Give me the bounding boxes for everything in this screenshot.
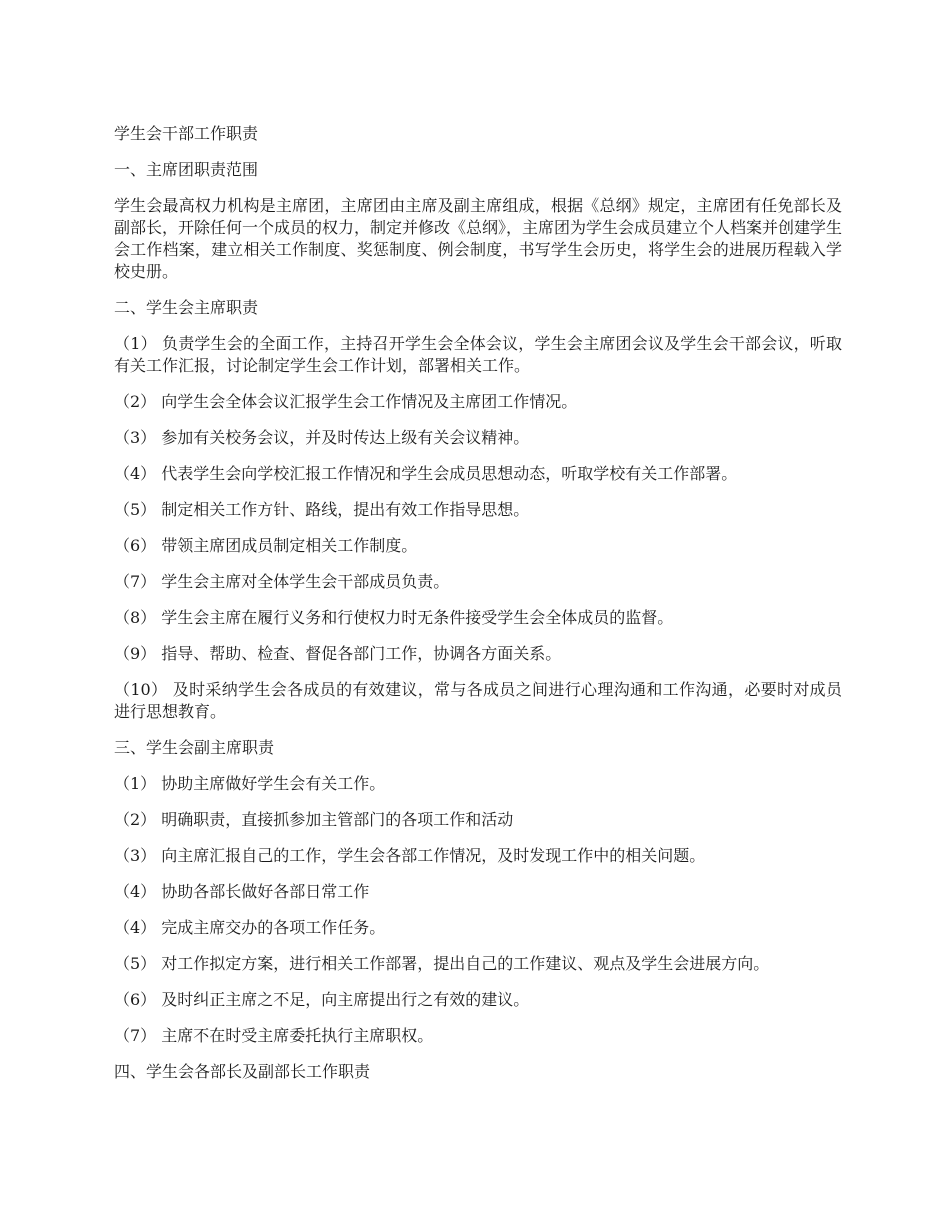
section-heading-4: 四、学生会各部长及副部长工作职责 <box>114 1062 371 1081</box>
section-2-item-8: （8） 学生会主席在履行义务和行使权力时无条件接受学生会全体成员的监督。 <box>114 608 674 627</box>
section-3-item-2: （2） 明确职责，直接抓参加主管部门的各项工作和活动 <box>114 810 514 829</box>
section-3-item-4: （4） 协助各部长做好各部日常工作 <box>114 882 370 901</box>
document-title: 学生会干部工作职责 <box>114 124 259 143</box>
section-2-item-1: （1） 负责学生会的全面工作，主持召开学生会全体会议，学生会主席团会议及学生会干部会议，听取有关工作汇报，讨论制定学生会工作计划，部署相关工作。 <box>114 334 842 375</box>
section-heading-1: 一、主席团职责范围 <box>114 160 259 179</box>
section-2-item-2: （2） 向学生会全体会议汇报学生会工作情况及主席团工作情况。 <box>114 392 578 411</box>
section-3-item-7: （6） 及时纠正主席之不足，向主席提出行之有效的建议。 <box>114 990 530 1009</box>
section-1-paragraph: 学生会最高权力机构是主席团，主席团由主席及副主席组成，根据《总纲》规定，主席团有任免部长及副部长，开除任何一个成员的权力，制定并修改《总纲》，主席团为学生会成员建立个人档案并创建学生会工作档案，建立相关工作制度、奖惩制度、例会制度，书写学生会历史，将学生会的进展历程载入学校史册。 <box>114 196 843 281</box>
section-3-item-8: （7） 主席不在时受主席委托执行主席职权。 <box>114 1026 434 1045</box>
section-2-item-6: （6） 带领主席团成员制定相关工作制度。 <box>114 536 418 555</box>
document-page <box>114 123 842 1097</box>
section-3-item-6: （5） 对工作拟定方案，进行相关工作部署，提出自己的工作建议、观点及学生会进展方向。 <box>114 954 770 973</box>
section-2-item-10: （10） 及时采纳学生会各成员的有效建议，常与各成员之间进行心理沟通和工作沟通，必要时对成员进行思想教育。 <box>114 680 842 721</box>
section-3-item-5: （4） 完成主席交办的各项工作任务。 <box>114 918 386 937</box>
section-2-item-7: （7） 学生会主席对全体学生会干部成员负责。 <box>114 572 450 591</box>
section-heading-2: 二、学生会主席职责 <box>114 298 259 317</box>
section-heading-3: 三、学生会副主席职责 <box>114 738 275 757</box>
section-3-item-1: （1） 协助主席做好学生会有关工作。 <box>114 774 386 793</box>
section-3-item-3: （3） 向主席汇报自己的工作，学生会各部工作情况，及时发现工作中的相关问题。 <box>114 846 706 865</box>
section-2-item-5: （5） 制定相关工作方针、路线，提出有效工作指导思想。 <box>114 500 530 519</box>
section-2-item-4: （4） 代表学生会向学校汇报工作情况和学生会成员思想动态，听取学校有关工作部署。 <box>114 464 738 483</box>
section-2-item-9: （9） 指导、帮助、检查、督促各部门工作，协调各方面关系。 <box>114 644 562 663</box>
section-2-item-3: （3） 参加有关校务会议，并及时传达上级有关会议精神。 <box>114 428 530 447</box>
